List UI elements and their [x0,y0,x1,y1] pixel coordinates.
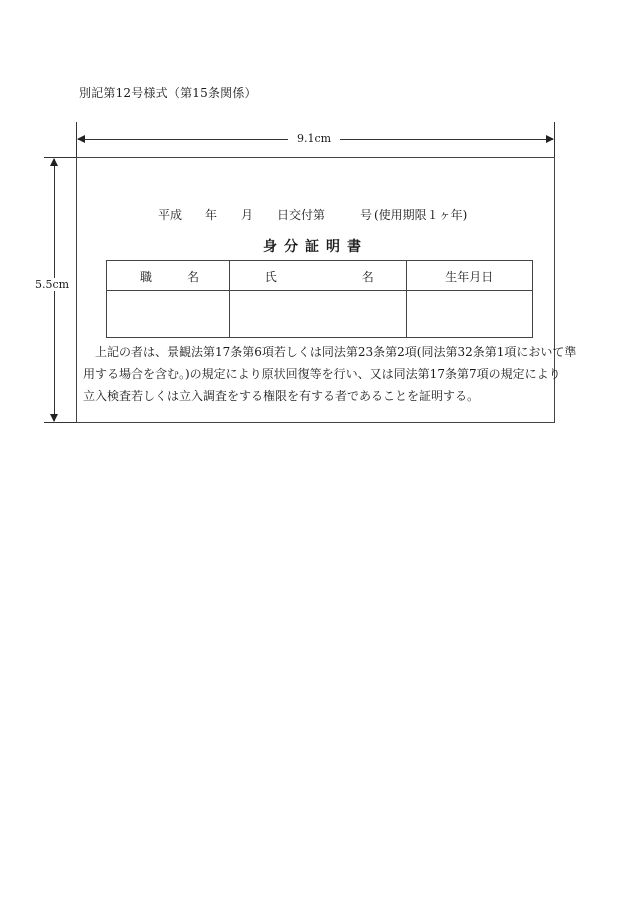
issue-era: 平成 [158,208,183,222]
issue-month: 月 [241,208,254,222]
cell-position [107,291,230,338]
certification-line-1: 上記の者は、景観法第17条第6項若しくは同法第23条第2項(同法第32条第1項において準 [83,345,577,359]
header-name-char-1: 氏 [264,270,277,284]
height-dimension-top-tick [44,157,76,158]
header-name-char-2: 名 [361,270,374,284]
form-heading: 別記第12号様式（第15条関係） [79,86,257,100]
issue-validity: (使用期限１ヶ年) [374,208,468,222]
header-name [229,261,407,291]
header-birthdate [407,261,533,291]
table-row [107,291,533,338]
width-dimension-left-arrow [77,135,85,143]
certification-line-3: 立入検査若しくは立入調査をする権限を有する者であることを証明する。 [83,389,480,403]
issue-number-suffix: 号 [360,208,373,222]
height-dimension-bottom-arrow [50,414,58,422]
identity-card [76,157,577,423]
cell-name [229,291,407,338]
height-dimension-label: 5.5cm [28,278,76,291]
cell-birthdate [407,291,533,338]
height-dimension-top-arrow [50,158,58,166]
header-position-char-1: 職 [140,270,153,284]
card-title: 身分証明書 [263,239,368,255]
header-position-char-2: 名 [187,270,200,284]
certification-text [83,341,577,407]
header-birthdate-label: 生年月日 [445,270,494,284]
identity-table [106,260,533,338]
height-dimension-bottom-tick [44,422,76,423]
table-header-row [107,261,533,291]
width-dimension-right-tick [554,122,555,157]
certification-line-2: 用する場合を含む。)の規定により原状回復等を行い、又は同法第17条第7項の規定により [83,367,561,381]
issue-year: 年 [205,208,218,222]
header-position [107,261,230,291]
width-dimension-label: 9.1cm [288,132,340,145]
issue-day-number: 日交付第 [277,208,326,222]
width-dimension-right-arrow [546,135,554,143]
